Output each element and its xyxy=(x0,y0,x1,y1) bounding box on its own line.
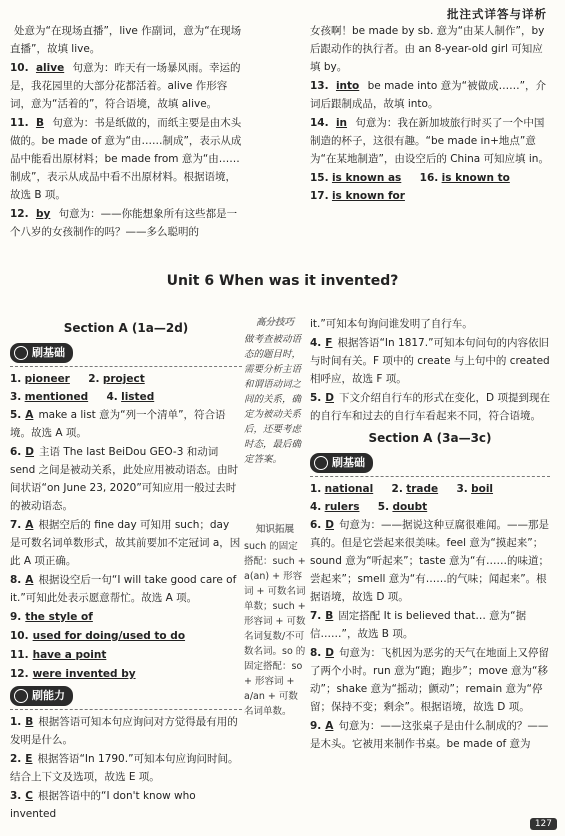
brush-icon xyxy=(314,456,328,470)
explanation-text: 句意为：飞机因为恶劣的天气在地面上又停留了两个小时。run 意为“跑；跑步”；move 意为“移动”；shake 意为“摇动；颤动”；remain 意为“停留；保持不变；剩余”。根据语境，故选 D 项。 xyxy=(310,647,550,713)
answer-item: 8. D 句意为：飞机因为恶劣的天气在地面上又停留了两个小时。run 意为“跑；跑步”；move 意为“移动”；shake 意为“摇动；颤动”；remain 意为“停留；保持不变；剩余”。根据语境，故选 D 项。 xyxy=(310,647,550,713)
badge-basic: 刷基础 xyxy=(310,453,373,473)
answer: project xyxy=(102,373,145,385)
answer-item xyxy=(10,205,242,241)
answer: B xyxy=(35,117,44,129)
answer: listed xyxy=(121,391,155,403)
answer: doubt xyxy=(392,501,428,513)
explanation-text: 句意为：——这张桌子是由什么制成的？——是木头。它被用来制作书桌。be made of 意为 xyxy=(310,720,549,750)
answer-item: 5. D 下文介绍自行车的形式在变化，D 项提到现在的自行车和过去的自行车看起来不同，符合语境。 xyxy=(310,392,550,422)
explanation-text: 句意为：——据说这种豆腐很难闻。——那是真的。但是它尝起来很美味。feel 意为“摸起来”；sound 意为“听起来”；taste 意为“有……的味道；尝起来”；smell 意为“有……的气味；闻起来”。根据语境，故选 D 项。 xyxy=(310,519,550,603)
explanation-text: 根据设空后一句“I will take good care of it.”可知此处表示愿意帮忙。故选 A 项。 xyxy=(10,574,237,604)
explanation-text: 根据答语可知本句应询问对方觉得最有用的发明是什么。 xyxy=(10,716,238,746)
answer-item: 5. A make a list 意为“列一个清单”，符合语境。故选 A 项。 xyxy=(10,409,226,439)
answer-item: 7. B 固定搭配 It is believed that… 意为“据信……”，故选 B 项。 xyxy=(310,610,527,640)
explanation-text: 女孩啊！be made by sb. 意为“由某人制作”，by 后跟动作的执行者。由 an 8-year-old girl 可知应填 by。 xyxy=(310,25,545,73)
explanation-text: it.”可知本句询问谁发明了自行车。 xyxy=(310,318,473,330)
badge-ability-row xyxy=(10,684,242,710)
answer: in xyxy=(335,117,348,129)
answer-pair: 1. pioneer 2. project xyxy=(10,373,145,385)
answer: E xyxy=(25,753,33,765)
answer: alive xyxy=(35,62,65,74)
answer: the style of xyxy=(25,611,93,623)
knowledge-box xyxy=(244,522,306,719)
explanation-text: 句意为：我在新加坡旅行时买了一个中国制造的杯子，这很有趣。“be made in+地点”意为“在某地制造”，由设空后的 China 可知应填 in。 xyxy=(310,117,549,165)
tip-title: 高分技巧 xyxy=(255,317,294,328)
answer-item: 12. were invented by xyxy=(10,668,136,680)
answer-item xyxy=(310,77,550,113)
brush-icon xyxy=(14,346,28,360)
answer: A xyxy=(25,574,34,586)
tip-text: 做考查被动语态的题目时，需要分析主语和谓语动词之间的关系，确定为被动关系后，还要考虑时态，最后确定答案。 xyxy=(244,334,302,465)
answer: mentioned xyxy=(24,391,89,403)
answer: trade xyxy=(406,483,439,495)
answer-item xyxy=(10,59,242,113)
explanation-text: 根据答语中的“I don't know who invented xyxy=(10,790,196,820)
answer-item: 8. A 根据设空后一句“I will take good care of it.”可知此处表示愿意帮忙。故选 A 项。 xyxy=(10,574,237,604)
tip-box xyxy=(244,315,306,467)
answer: by xyxy=(35,208,51,220)
answer: national xyxy=(324,483,374,495)
answer: A xyxy=(25,519,34,531)
explanation-text: 处意为“在现场直播”，live 作副词，意为“在现场直播”，故填 live。 xyxy=(10,25,242,55)
answer-item: 6. D 句意为：——据说这种豆腐很难闻。——那是真的。但是它尝起来很美味。feel 意为“摸起来”；sound 意为“听起来”；taste 意为“有……的味道；尝起来”；smell 意为“有……的气味；闻起来”。根据语境，故选 D 项。 xyxy=(310,519,550,603)
answer: used for doing/used to do xyxy=(32,630,186,642)
section-title: Section A (3a—3c) xyxy=(368,431,492,445)
answer-pair: 15. is known as 16. is known to xyxy=(310,172,510,184)
page-number: 127 xyxy=(530,818,557,830)
brush-icon xyxy=(14,689,28,703)
right-lower-column xyxy=(310,315,550,754)
answer-item: 3. C 根据答语中的“I don't know who invented xyxy=(10,790,196,820)
answer-item: 9. A 句意为：——这张桌子是由什么制成的？——是木头。它被用来制作书桌。be made of 意为 xyxy=(310,720,549,750)
answer-item: 4. F 根据答语“In 1817.”可知本句问句的内容依旧与时间有关。F 项中的 create 与上句中的 created 相呼应，故选 F 项。 xyxy=(310,337,550,385)
answer: were invented by xyxy=(32,668,136,680)
item-number: 11. xyxy=(10,117,29,129)
answer: have a point xyxy=(32,649,107,661)
explanation-text: 句意为：昨天有一场暴风雨。幸运的是，我花园里的大部分花都活着。alive 作形容词，意为“活着的”，符合语境，故填 alive。 xyxy=(10,62,241,110)
explanation-text: make a list 意为“列一个清单”，符合语境。故选 A 项。 xyxy=(10,409,226,439)
answer: B xyxy=(325,610,334,622)
right-top-column xyxy=(310,22,550,205)
badge-basic-row xyxy=(10,341,242,367)
answer-pair: 3. mentioned 4. listed xyxy=(10,391,155,403)
answer-item: 11. have a point xyxy=(10,649,107,661)
answer: D xyxy=(325,647,335,659)
answer: C xyxy=(25,790,34,802)
item-number: 12. xyxy=(10,208,29,220)
badge-ability: 刷能力 xyxy=(10,686,73,706)
answer-item xyxy=(10,114,242,204)
answer: A xyxy=(25,409,34,421)
answer-pair: 1. national 2. trade 3. boil xyxy=(310,483,494,495)
answer-item: 1. B 根据答语可知本句应询问对方觉得最有用的发明是什么。 xyxy=(10,716,238,746)
page-header xyxy=(0,0,565,22)
answer: boil xyxy=(471,483,494,495)
item-number: 13. xyxy=(310,80,329,92)
badge-basic: 刷基础 xyxy=(10,343,73,363)
answer-pair: 17. is known for xyxy=(310,190,405,202)
answer-item xyxy=(10,22,242,58)
explanation-text: 根据答语“In 1817.”可知本句问句的内容依旧与时间有关。F 项中的 create 与上句中的 created 相呼应，故选 F 项。 xyxy=(310,337,550,385)
item-number: 14. xyxy=(310,117,329,129)
answer: F xyxy=(325,337,333,349)
answer-item: 2. E 根据答语“In 1790.”可知本句应询问时间。结合上下文及选项，故选 E 项。 xyxy=(10,753,239,783)
explanation-text: 下文介绍自行车的形式在变化，D 项提到现在的自行车和过去的自行车看起来不同，符合语境。 xyxy=(310,392,550,422)
explanation-text: 句意为：——你能想象所有这些都是一个八岁的女孩制作的吗？——多么聪明的 xyxy=(10,208,238,238)
answer-item: 6. D 主语 The last BeiDou GEO-3 和动词 send 之间是被动关系，此处应用被动语态。由时间状语“on June 23, 2020”可知应用一般过去时的被动语态。 xyxy=(10,446,239,512)
answer-item: 10. used for doing/used to do xyxy=(10,630,186,642)
explanation-text: 根据空后的 fine day 可知用 such；day 是可数名词单数形式，故其前要加不定冠词 a，因此 A 项正确。 xyxy=(10,519,241,567)
answer: D xyxy=(25,446,35,458)
answer: rulers xyxy=(324,501,360,513)
answer-item xyxy=(310,114,550,168)
explanation-text: be made into 意为“被做成……”，介词后跟制成品，故填 into。 xyxy=(310,80,547,110)
answer: is known as xyxy=(331,172,402,184)
answer: D xyxy=(325,392,335,404)
answer: A xyxy=(325,720,334,732)
item-number: 10. xyxy=(10,62,29,74)
knowledge-text: such 的固定搭配：such + a(an) + 形容词 + 可数名词单数；such + 形容词 + 可数名词复数/不可数名词。so 的固定搭配：so + 形容词 + a/an + 可数名词单数。 xyxy=(244,541,306,717)
left-lower-column xyxy=(10,315,242,824)
explanation-text: 根据答语“In 1790.”可知本句应询问时间。结合上下文及选项，故选 E 项。 xyxy=(10,753,239,783)
badge-basic-row xyxy=(310,451,550,477)
section-title: Section A (1a—2d) xyxy=(63,321,189,335)
answer: is known for xyxy=(331,190,405,202)
answer-item xyxy=(310,22,550,76)
header-title: 批注式详答与详析 xyxy=(447,7,547,21)
explanation-text: 固定搭配 It is believed that… 意为“据信……”，故选 B 项。 xyxy=(310,610,527,640)
answer-pair: 4. rulers 5. doubt xyxy=(310,501,428,513)
answer-item: 7. A 根据空后的 fine day 可知用 such；day 是可数名词单数形式，故其前要加不定冠词 a，因此 A 项正确。 xyxy=(10,519,241,567)
answer: is known to xyxy=(441,172,510,184)
explanation-text: 主语 The last BeiDou GEO-3 和动词 send 之间是被动关系，此处应用被动语态。由时间状语“on June 23, 2020”可知应用一般过去时的被动语态。 xyxy=(10,446,239,512)
answer: D xyxy=(325,519,335,531)
explanation-text: 句意为：书是纸做的，而纸主要是由木头做的。be made of 意为“由……制成”，表示从成品中能看出原材料；be made from 意为“由……制成”，表示从成品中看不出原材料。根据语境，故选 B 项。 xyxy=(10,117,242,201)
left-top-column xyxy=(10,22,242,242)
knowledge-title: 知识拓展 xyxy=(255,524,294,535)
answer: B xyxy=(25,716,34,728)
unit-title: Unit 6 When was it invented? xyxy=(166,273,399,289)
answer: pioneer xyxy=(24,373,70,385)
answer-item xyxy=(310,315,550,333)
answer: into xyxy=(335,80,360,92)
answer-item: 9. the style of xyxy=(10,611,93,623)
